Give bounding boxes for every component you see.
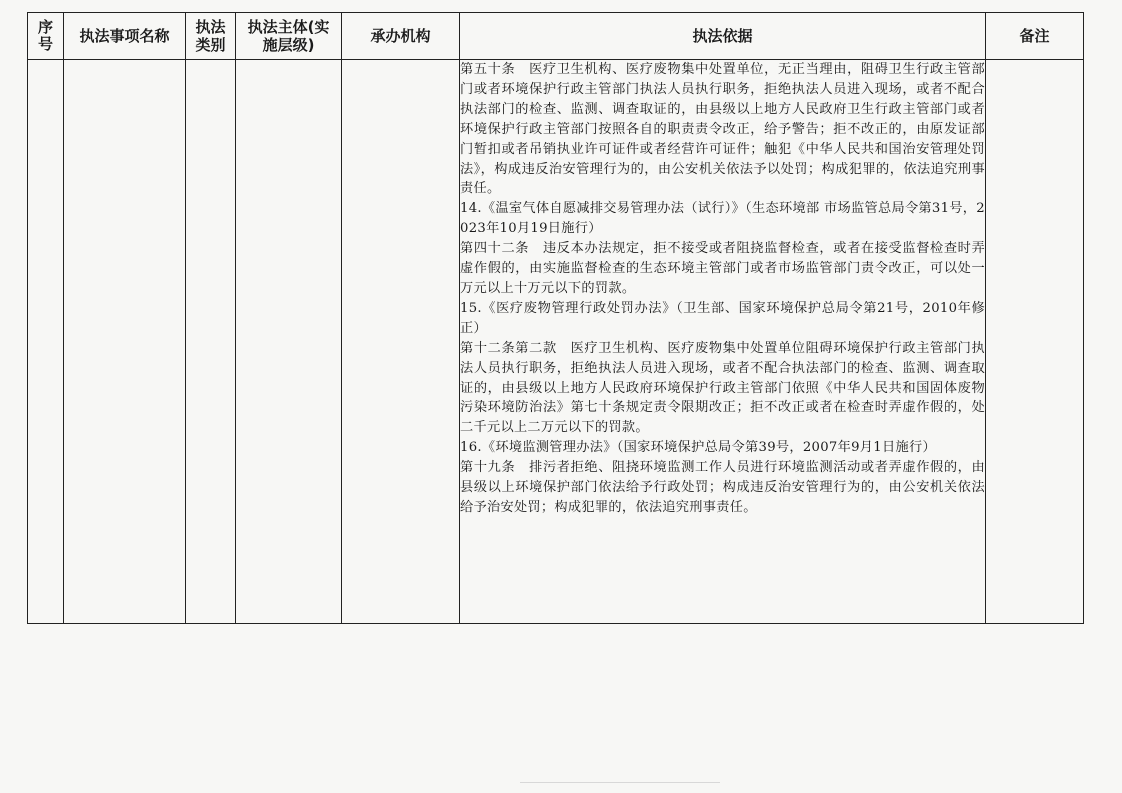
cell-remarks	[986, 60, 1084, 624]
basis-paragraph: 第五十条 医疗卫生机构、医疗废物集中处置单位，无正当理由，阻碍卫生行政主管部门或者环境保护行政主管部门执法人员执行职务，拒绝执法人员进入现场，或者不配合执法部门的检查、监测、调查取证的，由县级以上地方人民政府卫生行政主管部门或者环境保护行政主管部门按照各自的职责责令改正，给予警告；拒不改正的，由原发证部门暂扣或者吊销执业许可证件或者经营许可证件；触犯《中华人民共和国治安管理处罚法》，构成违反治安管理行为的，由公安机关依法予以处罚；构成犯罪的，依法追究刑事责任。	[460, 62, 985, 197]
header-subject: 执法主体(实施层级)	[236, 13, 342, 60]
scan-footer-line	[520, 782, 720, 783]
header-item-name: 执法事项名称	[64, 13, 186, 60]
basis-paragraph: 第十九条 排污者拒绝、阻挠环境监测工作人员进行环境监测活动或者弄虚作假的，由县级以上环境保护部门依法给予行政处罚；构成违反治安管理行为的，由公安机关依法给予治安处罚；构成犯罪的，依法追究刑事责任。	[460, 460, 985, 515]
basis-paragraph: 15.《医疗废物管理行政处罚办法》（卫生部、国家环境保护总局令第21号，2010年修正）	[460, 300, 985, 336]
header-basis: 执法依据	[460, 13, 986, 60]
basis-paragraph: 16.《环境监测管理办法》（国家环境保护总局令第39号，2007年9月1日施行）	[460, 440, 936, 456]
header-remarks: 备注	[986, 13, 1084, 60]
cell-item-name	[64, 60, 186, 624]
cell-subject	[236, 60, 342, 624]
header-seq: 序号	[28, 13, 64, 60]
cell-category	[186, 60, 236, 624]
cell-seq	[28, 60, 64, 624]
cell-agency	[342, 60, 460, 624]
header-category: 执法类别	[186, 13, 236, 60]
basis-paragraph: 第四十二条 违反本办法规定，拒不接受或者阻挠监督检查，或者在接受监督检查时弄虚作假的，由实施监督检查的生态环境主管部门或者市场监管部门责令改正，可以处一万元以上十万元以下的罚款。	[460, 241, 985, 296]
table-header-row	[28, 13, 1084, 60]
table-row	[28, 60, 1084, 624]
basis-paragraph: 第十二条第二款 医疗卫生机构、医疗废物集中处置单位阻碍环境保护行政主管部门执法人员执行职务，拒绝执法人员进入现场，或者不配合执法部门的检查、监测、调查取证的，由县级以上地方人民政府环境保护行政主管部门依照《中华人民共和国固体废物污染环境防治法》第七十条规定责令限期改正；拒不改正或者在检查时弄虚作假的，处二千元以上二万元以下的罚款。	[460, 340, 985, 436]
cell-basis	[460, 60, 986, 624]
enforcement-table	[27, 12, 1084, 624]
header-agency: 承办机构	[342, 13, 460, 60]
basis-text	[460, 60, 985, 518]
basis-paragraph: 14.《温室气体自愿减排交易管理办法（试行）》（生态环境部 市场监管总局令第31号，2023年10月19日施行）	[460, 201, 985, 237]
